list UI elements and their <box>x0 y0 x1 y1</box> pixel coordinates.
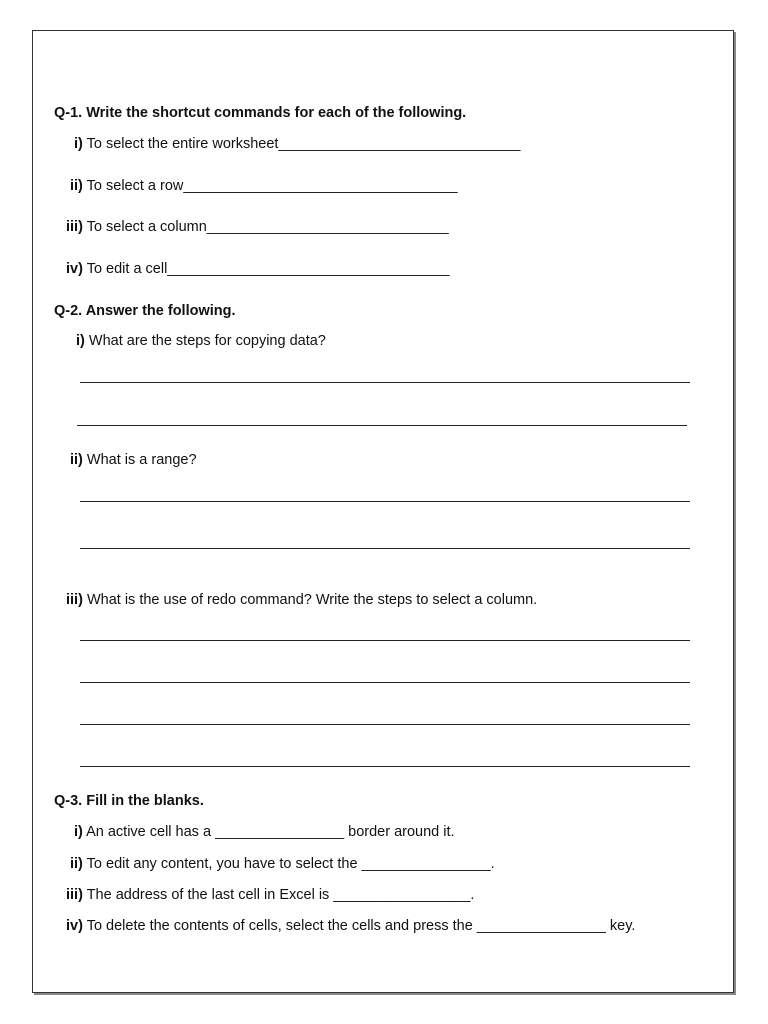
q2-item-3 <box>66 591 537 609</box>
item-text-before: An active cell has a <box>86 824 212 840</box>
q3-item-1 <box>74 823 455 841</box>
item-number: iv) <box>66 918 83 934</box>
q2-heading: Q-2. Answer the following. <box>54 303 236 319</box>
q3-heading: Q-3. Fill in the blanks. <box>54 793 204 809</box>
q3-item-4 <box>66 917 635 935</box>
q3-item-3 <box>66 886 474 904</box>
q1-item-4 <box>66 260 450 278</box>
item-text-after: border around it. <box>348 824 455 840</box>
answer-blank[interactable]: ______________________________ <box>278 136 521 152</box>
item-number: i) <box>74 824 83 840</box>
item-text: To edit a cell <box>86 261 168 277</box>
item-text: To select the entire worksheet <box>86 136 279 152</box>
item-text-after: . <box>470 887 475 903</box>
item-text: What is the use of redo command? Write the steps to select a column. <box>86 592 538 608</box>
fill-blank[interactable]: ________________ <box>215 824 345 840</box>
fill-blank[interactable]: ________________ <box>361 856 491 872</box>
q1-item-2 <box>70 177 458 195</box>
answer-line[interactable] <box>80 548 690 549</box>
answer-line[interactable] <box>77 425 687 426</box>
fill-blank[interactable]: _________________ <box>333 887 471 903</box>
q3-item-2 <box>70 855 495 873</box>
item-text: What is a range? <box>86 452 197 468</box>
item-text: What are the steps for copying data? <box>88 333 326 349</box>
answer-line[interactable] <box>80 501 690 502</box>
answer-line[interactable] <box>80 382 690 383</box>
answer-line[interactable] <box>80 724 690 725</box>
item-text-after: . <box>490 856 495 872</box>
answer-blank[interactable]: ______________________________ <box>206 219 449 235</box>
item-number: i) <box>76 333 85 349</box>
q1-item-3 <box>66 218 449 236</box>
item-text-before: To edit any content, you have to select the <box>86 856 358 872</box>
fill-blank[interactable]: ________________ <box>476 918 606 934</box>
item-text: To select a column <box>86 219 207 235</box>
answer-blank[interactable]: __________________________________ <box>183 178 458 194</box>
q2-item-2 <box>70 451 197 469</box>
item-text-before: The address of the last cell in Excel is <box>86 887 330 903</box>
item-text: To select a row <box>86 178 184 194</box>
answer-line[interactable] <box>80 640 690 641</box>
q1-item-1 <box>74 135 520 153</box>
item-number: iv) <box>66 261 83 277</box>
item-text-after: key. <box>609 918 636 934</box>
worksheet-border <box>32 30 734 993</box>
item-number: iii) <box>66 219 83 235</box>
q2-item-1 <box>76 332 326 350</box>
answer-blank[interactable]: ___________________________________ <box>167 261 450 277</box>
item-text-before: To delete the contents of cells, select the cells and press the <box>86 918 473 934</box>
item-number: ii) <box>70 452 83 468</box>
answer-line[interactable] <box>80 766 690 767</box>
item-number: ii) <box>70 856 83 872</box>
item-number: i) <box>74 136 83 152</box>
item-number: iii) <box>66 592 83 608</box>
q1-heading: Q-1. Write the shortcut commands for each of the following. <box>54 105 467 121</box>
item-number: ii) <box>70 178 83 194</box>
answer-line[interactable] <box>80 682 690 683</box>
item-number: iii) <box>66 887 83 903</box>
